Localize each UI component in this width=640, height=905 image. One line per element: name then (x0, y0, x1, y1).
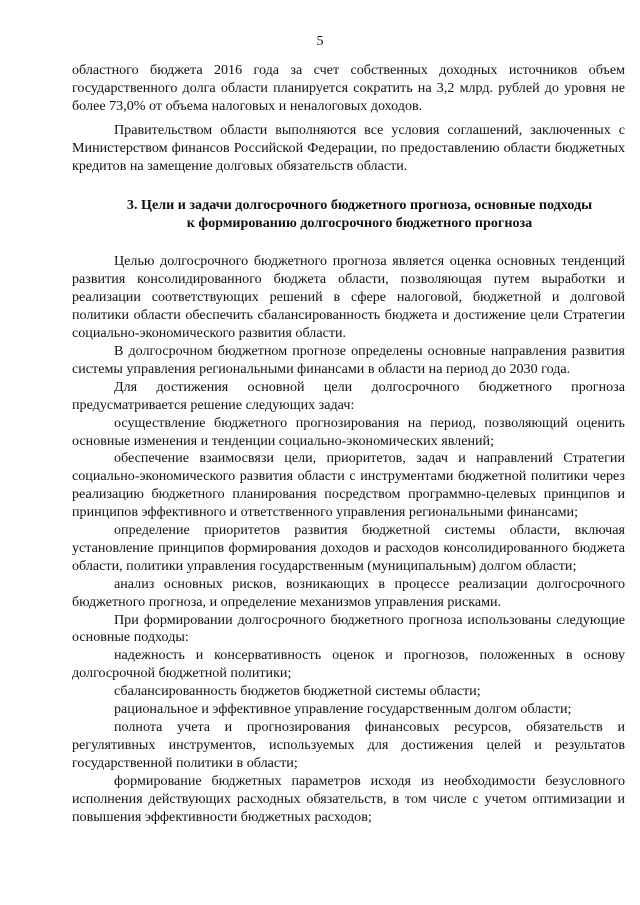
list-item: сбалансированность бюджетов бюджетной системы области; (114, 683, 481, 700)
page-number: 5 (316, 34, 324, 49)
paragraph: Целью долгосрочного бюджетного прогноза является оценка основных тенденций развития консолидированного бюджета области, позволяющая путем выработки и реализации соответствующих решений в сфере налоговой, бюджетной и долговой политики области обеспечить сбалансированность бюджета и достижение цели Стратегии социально-экономического развития области. (72, 253, 625, 342)
list-item: осуществление бюджетного прогнозирования на период, позволяющий оценить основные изменения и тенденции социально-экономических явлений; (72, 414, 625, 449)
section-heading (72, 196, 625, 232)
paragraph: При формировании долгосрочного бюджетного прогноза использованы следующие основные подходы: (72, 611, 625, 646)
paragraph: В долгосрочном бюджетном прогнозе определены основные направления развития системы управления региональными финансами в области на период до 2030 года. (72, 342, 625, 377)
list-item: анализ основных рисков, возникающих в процессе реализации долгосрочного бюджетного прогноза, и определение механизмов управления рисками. (72, 575, 625, 610)
list-item: надежность и консервативность оценок и прогнозов, положенных в основу долгосрочной бюджетной политики; (72, 647, 625, 682)
list-item: обеспечение взаимосвязи цели, приоритетов, задач и направлений Стратегии социально-экономического развития области с инструментами бюджетной политики через реализацию бюджетного планирования посредством программно-целевых принципов и принципов эффективного и ответственного управления региональными финансами; (72, 450, 625, 521)
list-item: определение приоритетов развития бюджетной системы области, включая установление принципов формирования доходов и расходов консолидированного бюджета области, политики управления государственным (муниципальным) долгом области; (72, 522, 625, 574)
list-item: формирование бюджетных параметров исходя из необходимости безусловного исполнения действующих расходных обязательств, в том числе с учетом оптимизации и повышения эффективности бюджетных расходов; (72, 772, 625, 825)
paragraph: Для достижения основной цели долгосрочного бюджетного прогноза предусматривается решение следующих задач: (72, 378, 625, 413)
document-body (72, 62, 625, 826)
section-heading-line-1: 3. Цели и задачи долгосрочного бюджетного прогноза, основные подходы (126, 197, 593, 214)
paragraph: Правительством области выполняются все условия соглашений, заключенных с Министерством финансов Российской Федерации, по предоставлению области бюджетных кредитов на замещение долговых обязательств области. (72, 121, 625, 174)
section-heading-line-2: к формированию долгосрочного бюджетного прогноза (186, 215, 533, 232)
list-item: полнота учета и прогнозирования финансовых ресурсов, обязательств и регулятивных инструментов, используемых для достижения целей и результатов государственной политики в области; (72, 719, 625, 771)
paragraph: областного бюджета 2016 года за счет собственных доходных источников объем государственного долга области планируется сократить на 3,2 млрд. рублей до уровня не более 73,0% от объема налоговых и неналоговых доходов. (72, 62, 625, 114)
list-item: рациональное и эффективное управление государственным долгом области; (114, 701, 572, 718)
